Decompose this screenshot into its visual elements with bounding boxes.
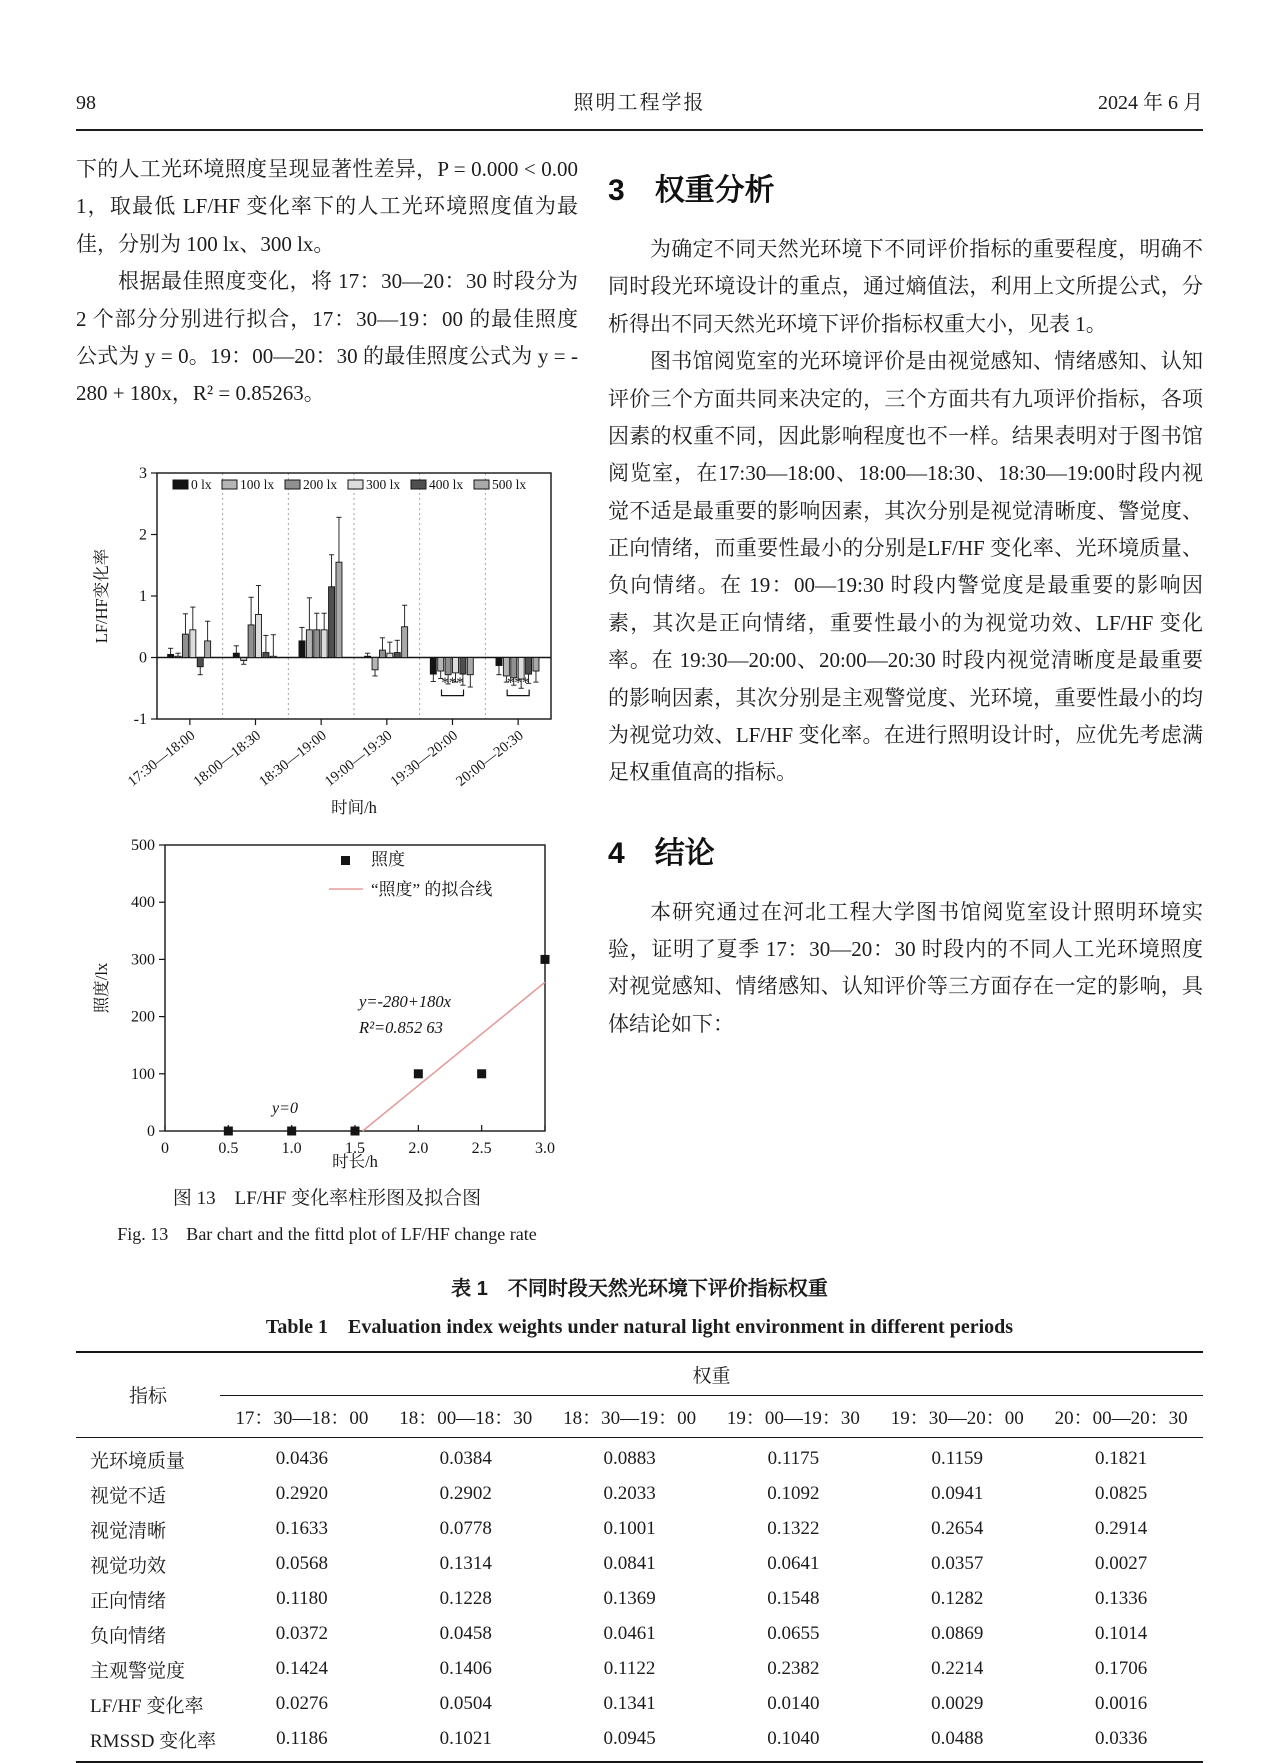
indicator-column-header: 指标 bbox=[76, 1352, 220, 1438]
table-row bbox=[76, 1722, 1203, 1762]
paragraph-fitting: 根据最佳照度变化，将 17：30—20：30 时段分为 2 个部分分别进行拟合，17：30—19：00 的最佳照度公式为 y = 0。19：00—20：30 的最佳照度公式为 y = -280 + 180x，R² = 0.85263。 bbox=[76, 269, 578, 406]
svg-text:20:00—20:30: 20:00—20:30 bbox=[453, 727, 527, 790]
value-cell: 0.1336 bbox=[1094, 1588, 1148, 1610]
figure-13 bbox=[76, 429, 578, 1246]
period-header: 19：30—20：00 bbox=[875, 1395, 1039, 1437]
indicator-cell: 主观警觉度 bbox=[90, 1660, 186, 1682]
svg-text:0 lx: 0 lx bbox=[191, 476, 212, 492]
svg-text:500 lx: 500 lx bbox=[492, 476, 527, 492]
issue-date: 2024 年 6 月 bbox=[1098, 92, 1203, 114]
svg-text:18:30—19:00: 18:30—19:00 bbox=[256, 727, 330, 790]
value-cell: 0.1180 bbox=[276, 1588, 328, 1610]
svg-text:时间/h: 时间/h bbox=[331, 797, 377, 817]
table-row bbox=[76, 1652, 1203, 1687]
value-cell: 0.0488 bbox=[931, 1728, 984, 1750]
indicator-cell: 视觉不适 bbox=[90, 1485, 167, 1507]
value-cell: 0.0140 bbox=[767, 1693, 820, 1715]
lfhf-bar-chart bbox=[91, 429, 563, 819]
value-cell: 0.0504 bbox=[439, 1693, 492, 1715]
period-header: 17：30—18：00 bbox=[220, 1395, 384, 1437]
value-cell: 0.0436 bbox=[275, 1448, 329, 1470]
period-header: 18：00—18：30 bbox=[384, 1395, 548, 1437]
value-cell: 0.1228 bbox=[439, 1588, 492, 1610]
value-cell: 0.0357 bbox=[931, 1553, 984, 1575]
value-cell: 0.1341 bbox=[603, 1693, 656, 1715]
period-header: 20：00—20：30 bbox=[1039, 1395, 1203, 1437]
two-column-layout bbox=[76, 151, 1203, 1246]
svg-text:300: 300 bbox=[131, 951, 155, 969]
paragraph-continuation: 下的人工光环境照度呈现显著性差异，P = 0.000 < 0.001，取最低 LF/HF 变化率下的人工光环境照度值为最佳，分别为 100 lx、300 lx。 bbox=[76, 157, 578, 256]
weight-group-header: 权重 bbox=[220, 1352, 1203, 1396]
value-cell: 0.1186 bbox=[276, 1728, 328, 1750]
illuminance-fit-chart bbox=[91, 831, 563, 1171]
svg-text:1: 1 bbox=[139, 587, 147, 605]
period-header: 19：00—19：30 bbox=[711, 1395, 875, 1437]
value-cell: 0.0027 bbox=[1094, 1553, 1148, 1575]
svg-text:2.5: 2.5 bbox=[471, 1139, 492, 1157]
value-cell: 0.0825 bbox=[1094, 1483, 1148, 1505]
indicator-cell: 正向情绪 bbox=[90, 1590, 167, 1612]
value-cell: 0.0276 bbox=[275, 1693, 329, 1715]
indicator-cell: RMSSD 变化率 bbox=[90, 1730, 217, 1752]
table-row bbox=[76, 1687, 1203, 1722]
value-cell: 0.1092 bbox=[767, 1483, 820, 1505]
svg-text:照度/lx: 照度/lx bbox=[92, 962, 111, 1013]
svg-text:y=0: y=0 bbox=[272, 1099, 298, 1117]
svg-text:19:30—20:00: 19:30—20:00 bbox=[387, 727, 461, 790]
table-row bbox=[76, 1582, 1203, 1617]
value-cell: 0.2382 bbox=[767, 1658, 820, 1680]
value-cell: 0.2914 bbox=[1094, 1518, 1148, 1540]
evaluation-weights-table bbox=[76, 1351, 1203, 1763]
section-4-paragraph-1: 本研究通过在河北工程大学图书馆阅览室设计照明环境实验，证明了夏季 17：30—20：30 时段内的不同人工光环境照度对视觉感知、情绪感知、认知评价等三方面存在一定的影响，具体结论如下： bbox=[608, 899, 1203, 1036]
table-row bbox=[76, 1437, 1203, 1477]
value-cell: 0.0372 bbox=[275, 1623, 329, 1645]
value-cell: 0.2214 bbox=[931, 1658, 984, 1680]
value-cell: 0.2902 bbox=[439, 1483, 492, 1505]
value-cell: 0.1369 bbox=[603, 1588, 656, 1610]
svg-text:2.0: 2.0 bbox=[408, 1139, 429, 1157]
value-cell: 0.1122 bbox=[603, 1658, 656, 1680]
journal-title: 照明工程学报 bbox=[573, 92, 706, 114]
page-header bbox=[76, 86, 1203, 131]
value-cell: 0.1424 bbox=[275, 1658, 329, 1680]
value-cell: 0.1014 bbox=[1094, 1623, 1148, 1645]
table-row bbox=[76, 1512, 1203, 1547]
value-cell: 0.0869 bbox=[931, 1623, 984, 1645]
value-cell: 0.0841 bbox=[603, 1553, 656, 1575]
svg-text:-1: -1 bbox=[133, 710, 147, 728]
value-cell: 0.1406 bbox=[439, 1658, 492, 1680]
svg-text:1.0: 1.0 bbox=[281, 1139, 302, 1157]
value-cell: 0.0641 bbox=[767, 1553, 820, 1575]
svg-text:“照度” 的拟合线: “照度” 的拟合线 bbox=[371, 879, 493, 899]
value-cell: 0.1159 bbox=[931, 1448, 983, 1470]
value-cell: 0.1040 bbox=[767, 1728, 820, 1750]
svg-text:200 lx: 200 lx bbox=[303, 476, 338, 492]
svg-text:200: 200 bbox=[131, 1008, 155, 1026]
svg-text:时长/h: 时长/h bbox=[332, 1151, 378, 1171]
value-cell: 0.0883 bbox=[603, 1448, 656, 1470]
value-cell: 0.0384 bbox=[439, 1448, 492, 1470]
section-4-heading: 4 结论 bbox=[608, 836, 715, 870]
svg-text:R²=0.852 63: R²=0.852 63 bbox=[359, 1017, 443, 1037]
figure-caption-en: Fig. 13 Bar chart and the fittd plot of LF/HF change rate bbox=[117, 1223, 537, 1244]
svg-text:1.5: 1.5 bbox=[345, 1139, 365, 1157]
left-column bbox=[76, 151, 578, 1246]
svg-text:LF/HF变化率: LF/HF变化率 bbox=[92, 548, 111, 643]
figure-caption-zh: 图 13 LF/HF 变化率柱形图及拟合图 bbox=[172, 1187, 482, 1209]
value-cell: 0.0941 bbox=[931, 1483, 984, 1505]
table-title-en: Table 1 Evaluation index weights under natural light environment in different periods bbox=[265, 1315, 1014, 1338]
value-cell: 0.2033 bbox=[603, 1483, 656, 1505]
indicator-cell: 光环境质量 bbox=[90, 1450, 186, 1472]
value-cell: 0.1548 bbox=[767, 1588, 820, 1610]
svg-text:100 lx: 100 lx bbox=[240, 476, 275, 492]
table-row bbox=[76, 1477, 1203, 1512]
svg-text:400 lx: 400 lx bbox=[429, 476, 464, 492]
value-cell: 0.0029 bbox=[931, 1693, 984, 1715]
svg-text:17:30—18:00: 17:30—18:00 bbox=[124, 727, 199, 790]
value-cell: 0.2920 bbox=[275, 1483, 329, 1505]
section-3-paragraph-2: 图书馆阅览室的光环境评价是由视觉感知、情绪感知、认知评价三个方面共同来决定的，三个方面共有九项评价指标，各项因素的权重不同，因此影响程度也不一样。结果表明对于图书馆阅览室，在17:30—18:00、18:00—18:30、18:30—19:00时段内视觉不适是最重要的影响因素，其次分别是视觉清晰度、警觉度、正向情绪，而重要性最小的分别是LF/HF 变化率、光环境质量、负向情绪。在 19：00—19:30 时段内警觉度是最重要的影响因素，其次是正向情绪，重要性最小的为视觉功效、LF/HF 变化率。在 19:30—20:00、20:00—20:30 时段内视觉清晰度是最重要的影响因素，其次分别是主观警觉度、光环境，重要性最小的均为视觉功效、LF/HF 变化率。在进行照明设计时，应优先考虑满足权重值高的指标。 bbox=[608, 349, 1203, 785]
page-number: 98 bbox=[76, 92, 96, 114]
value-cell: 0.1633 bbox=[275, 1518, 329, 1540]
svg-text:300 lx: 300 lx bbox=[366, 476, 401, 492]
value-cell: 0.1821 bbox=[1094, 1448, 1148, 1470]
table-row bbox=[76, 1547, 1203, 1582]
svg-text:500: 500 bbox=[131, 836, 155, 854]
svg-text:0.5: 0.5 bbox=[218, 1139, 239, 1157]
value-cell: 0.0655 bbox=[767, 1623, 820, 1645]
indicator-cell: 视觉清晰 bbox=[90, 1520, 167, 1542]
table-row bbox=[76, 1617, 1203, 1652]
svg-text:100: 100 bbox=[131, 1065, 155, 1083]
value-cell: 0.2654 bbox=[931, 1518, 984, 1540]
table-title-zh: 表 1 不同时段天然光环境下评价指标权重 bbox=[451, 1277, 828, 1300]
value-cell: 0.0568 bbox=[275, 1553, 329, 1575]
value-cell: 0.0336 bbox=[1094, 1728, 1148, 1750]
svg-text:3: 3 bbox=[139, 464, 147, 482]
value-cell: 0.0461 bbox=[603, 1623, 656, 1645]
svg-text:19:00—19:30: 19:00—19:30 bbox=[321, 727, 396, 790]
period-header: 18：30—19：00 bbox=[548, 1395, 712, 1437]
svg-text:0: 0 bbox=[147, 1122, 155, 1140]
value-cell: 0.1322 bbox=[767, 1518, 820, 1540]
value-cell: 0.0945 bbox=[603, 1728, 656, 1750]
svg-text:***: *** bbox=[506, 674, 530, 691]
value-cell: 0.1706 bbox=[1094, 1658, 1148, 1680]
value-cell: 0.0778 bbox=[439, 1518, 492, 1540]
value-cell: 0.1001 bbox=[603, 1518, 656, 1540]
indicator-cell: 视觉功效 bbox=[90, 1555, 167, 1577]
svg-text:0: 0 bbox=[161, 1139, 169, 1157]
svg-text:0: 0 bbox=[139, 649, 147, 667]
section-3-heading: 3 权重分析 bbox=[608, 174, 775, 207]
value-cell: 0.1175 bbox=[767, 1448, 820, 1470]
table-1-section bbox=[76, 1272, 1203, 1763]
value-cell: 0.1021 bbox=[439, 1728, 492, 1750]
value-cell: 0.0458 bbox=[439, 1623, 492, 1645]
indicator-cell: LF/HF 变化率 bbox=[90, 1695, 204, 1717]
indicator-cell: 负向情绪 bbox=[90, 1625, 167, 1647]
value-cell: 0.1314 bbox=[439, 1553, 492, 1575]
svg-text:400: 400 bbox=[131, 893, 155, 911]
svg-text:***: *** bbox=[441, 674, 464, 691]
value-cell: 0.1282 bbox=[931, 1588, 984, 1610]
svg-text:3.0: 3.0 bbox=[535, 1139, 555, 1157]
right-column bbox=[608, 151, 1203, 1246]
section-3-paragraph-1: 为确定不同天然光环境下不同评价指标的重要程度，明确不同时段光环境设计的重点，通过熵值法，利用上文所提公式，分析得出不同天然光环境下评价指标权重大小，见表 1。 bbox=[608, 237, 1203, 336]
value-cell: 0.0016 bbox=[1094, 1693, 1148, 1715]
svg-text:2: 2 bbox=[139, 526, 147, 544]
svg-text:y=-280+180x: y=-280+180x bbox=[359, 991, 451, 1011]
svg-text:18:00—18:30: 18:00—18:30 bbox=[190, 727, 264, 790]
svg-text:照度: 照度 bbox=[371, 849, 405, 869]
